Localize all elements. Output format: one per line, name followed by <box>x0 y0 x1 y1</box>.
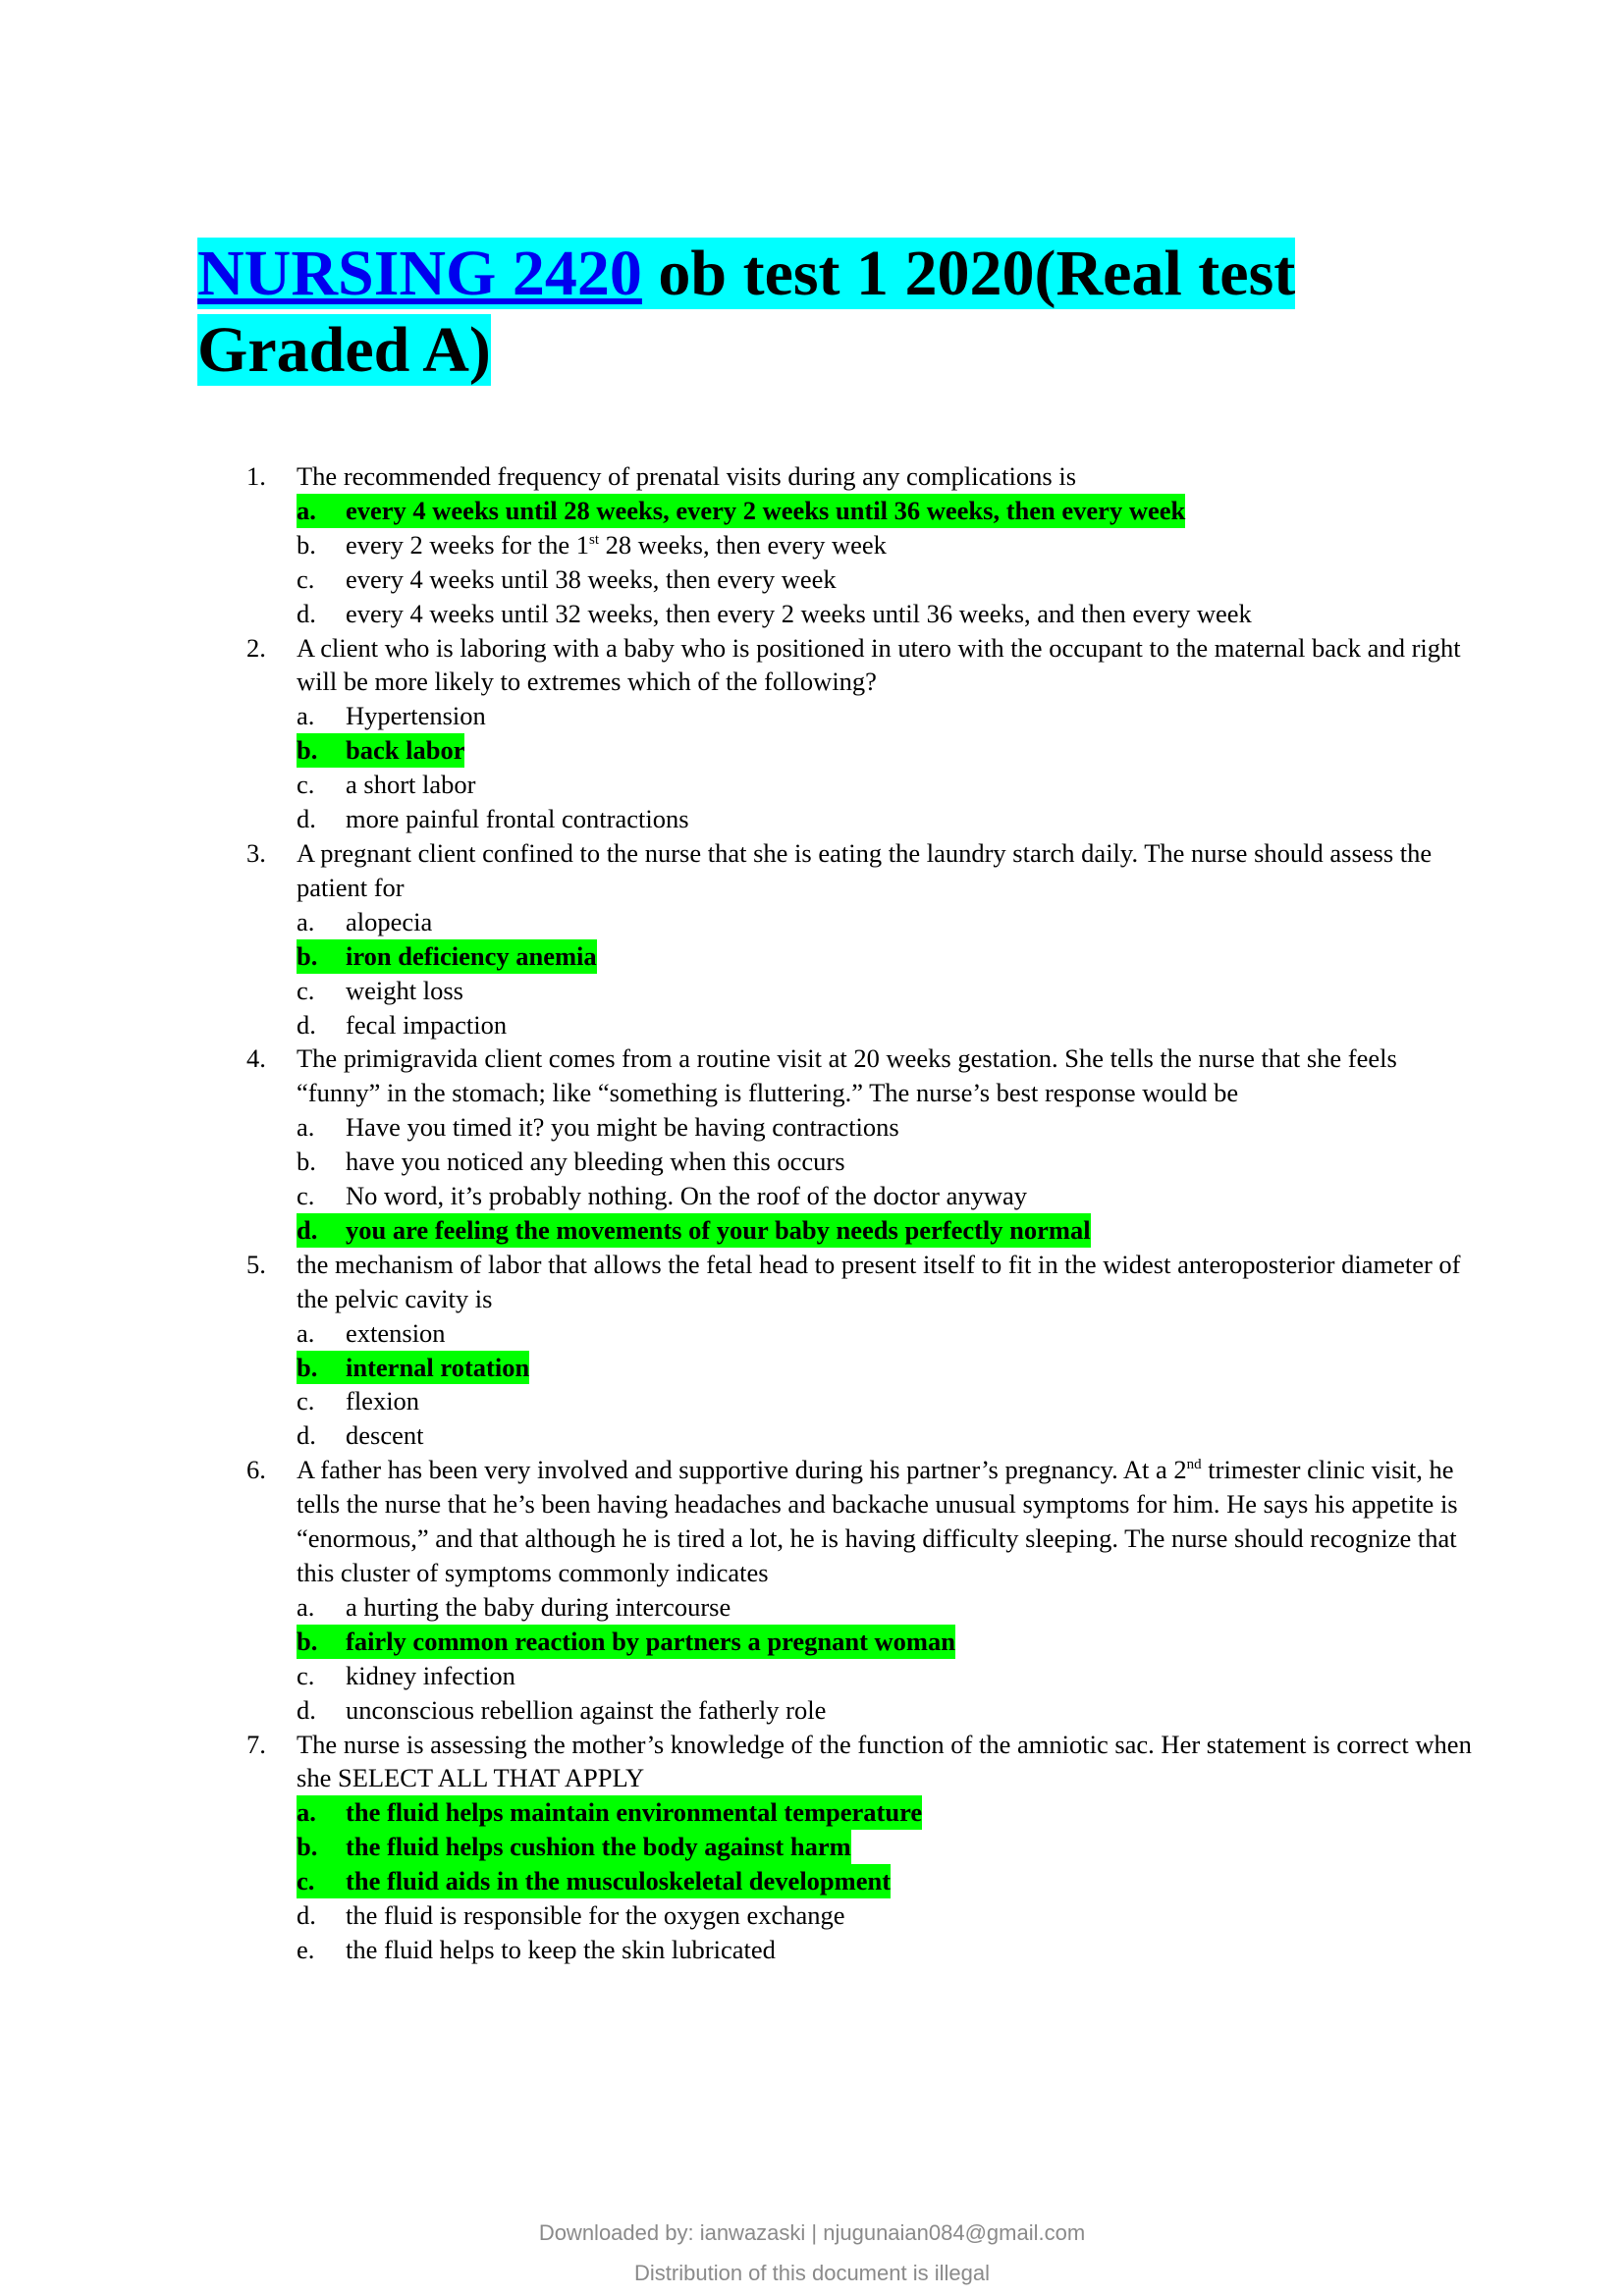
option-text: Have you timed it? you might be having contractions <box>346 1112 899 1143</box>
option-letter: b. <box>297 940 318 971</box>
option-letter: c. <box>297 1181 315 1211</box>
option-letter: b. <box>297 1352 318 1382</box>
question-number: 3. <box>246 837 266 868</box>
answer-option <box>297 1145 1484 1179</box>
option-text: flexion <box>346 1386 420 1416</box>
option-text: Hypertension <box>346 701 486 731</box>
option-text: have you noticed any bleeding when this occurs <box>346 1147 845 1177</box>
answer-option-correct <box>297 494 1484 528</box>
option-letter: b. <box>297 1147 316 1177</box>
question-text: the mechanism of labor that allows the fetal head to present itself to fit in the widest anteroposterior diameter of the pelvic cavity is <box>297 1249 1461 1313</box>
option-text: unconscious rebellion against the fatherly role <box>346 1694 827 1725</box>
question-6 <box>246 1453 1484 1590</box>
option-letter: a. <box>297 906 315 936</box>
ordinal-superscript: st <box>588 531 599 548</box>
option-letter: e. <box>297 1934 315 1964</box>
course-link[interactable]: NURSING 2420 <box>197 238 642 309</box>
question-text-continued: trimester clinic visit, he tells the nurse that he’s been having headaches and backache unusual symptoms for him. He says his appetite is “enormous,” and that although he is tired a lot, he is having difficulty sleeping. The nurse should recognize that this cluster of symptoms commonly indicates <box>297 1455 1458 1587</box>
answer-option <box>297 1590 1484 1625</box>
title-text-line1: ob test 1 2020(Real test <box>641 238 1296 309</box>
answer-option-correct <box>297 1830 1484 1864</box>
option-text: descent <box>346 1420 424 1451</box>
answer-option-correct <box>297 1213 1484 1248</box>
option-text: a short labor <box>346 770 476 800</box>
footer-notice: Distribution of this document is illegal <box>634 2261 990 2285</box>
answer-option <box>297 1898 1484 1933</box>
option-letter: d. <box>297 598 316 628</box>
option-text: kidney infection <box>346 1660 515 1690</box>
option-letter: a. <box>297 1112 315 1143</box>
option-text: fecal impaction <box>346 1009 508 1040</box>
option-text: iron deficiency anemia <box>346 940 597 971</box>
title-text-line2: Graded A) <box>197 314 491 386</box>
question-1 <box>246 459 1484 494</box>
answer-option-correct <box>297 1795 1484 1830</box>
option-letter: a. <box>297 701 315 731</box>
option-text: every 4 weeks until 32 weeks, then every 2 weeks until 36 weeks, and then every week <box>346 598 1252 628</box>
question-text: A pregnant client confined to the nurse that she is eating the laundry starch daily. The nurse should assess the patient for <box>297 837 1433 902</box>
answer-option <box>297 1933 1484 1967</box>
question-number: 2. <box>246 632 266 663</box>
answer-option-correct <box>297 1864 1484 1898</box>
answer-option <box>297 528 1484 562</box>
option-text: the fluid helps maintain environmental temperature <box>346 1797 923 1828</box>
question-text: The nurse is assessing the mother’s knowledge of the function of the amniotic sac. Her statement is correct when she SELECT ALL THAT APPLY <box>297 1729 1472 1793</box>
answer-option <box>297 1418 1484 1453</box>
answer-option <box>297 1693 1484 1728</box>
option-letter: a. <box>297 1797 316 1828</box>
question-3 <box>246 836 1484 905</box>
answer-option <box>297 1008 1484 1042</box>
option-letter: c. <box>297 1386 315 1416</box>
option-letter: d. <box>297 804 316 834</box>
question-number: 1. <box>246 461 266 491</box>
answer-option-correct <box>297 939 1484 974</box>
option-text-continued: 28 weeks, then every week <box>599 529 887 560</box>
answer-option <box>297 562 1484 597</box>
option-letter: a. <box>297 495 316 525</box>
option-letter: b. <box>297 1626 318 1656</box>
option-letter: d. <box>297 1900 316 1931</box>
question-number: 6. <box>246 1455 266 1485</box>
answer-option <box>297 1659 1484 1693</box>
ordinal-superscript: nd <box>1186 1457 1202 1473</box>
answer-option <box>297 1110 1484 1145</box>
question-4 <box>246 1041 1484 1110</box>
option-letter: d. <box>297 1009 316 1040</box>
question-number: 4. <box>246 1043 266 1074</box>
option-letter: b. <box>297 1832 318 1862</box>
question-2 <box>246 631 1484 700</box>
question-number: 5. <box>246 1249 266 1279</box>
option-letter: d. <box>297 1420 316 1451</box>
answer-option-correct <box>297 733 1484 768</box>
question-number: 7. <box>246 1729 266 1759</box>
option-letter: c. <box>297 770 315 800</box>
question-text: The primigravida client comes from a routine visit at 20 weeks gestation. She tells the nurse that she feels “funny” in the stomach; like “something is fluttering.” The nurse’s best response would be <box>297 1043 1397 1108</box>
question-7 <box>246 1728 1484 1796</box>
answer-option <box>297 1179 1484 1213</box>
footer-downloaded-by: Downloaded by: ianwazaski | njugunaian084@gmail.com <box>538 2220 1086 2245</box>
answer-option <box>297 699 1484 733</box>
option-text: extension <box>346 1317 446 1348</box>
answer-option-correct <box>297 1351 1484 1385</box>
answer-option <box>297 1316 1484 1351</box>
option-letter: c. <box>297 1660 315 1690</box>
answer-option <box>297 597 1484 631</box>
answer-option <box>297 1384 1484 1418</box>
option-letter: b. <box>297 529 316 560</box>
option-letter: a. <box>297 1591 315 1622</box>
option-text: internal rotation <box>346 1352 530 1382</box>
option-text: fairly common reaction by partners a pregnant woman <box>346 1626 955 1656</box>
option-text: the fluid helps to keep the skin lubricated <box>346 1934 776 1964</box>
option-letter: d. <box>297 1214 318 1245</box>
option-letter: c. <box>297 563 315 594</box>
option-text: weight loss <box>346 975 463 1005</box>
answer-option <box>297 974 1484 1008</box>
answer-option <box>297 802 1484 836</box>
option-text: every 2 weeks for the 1 <box>346 529 589 560</box>
answer-option-correct <box>297 1625 1484 1659</box>
option-letter: a. <box>297 1317 315 1348</box>
question-text: A client who is laboring with a baby who is positioned in utero with the occupant to the maternal back and right will be more likely to extremes which of the following? <box>297 632 1461 697</box>
option-text: alopecia <box>346 906 433 936</box>
option-text: every 4 weeks until 28 weeks, every 2 weeks until 36 weeks, then every week <box>346 495 1186 525</box>
option-text: the fluid helps cushion the body against harm <box>346 1832 851 1862</box>
option-text: the fluid aids in the musculoskeletal development <box>346 1866 892 1896</box>
option-text: the fluid is responsible for the oxygen exchange <box>346 1900 845 1931</box>
question-text: A father has been very involved and supportive during his partner’s pregnancy. At a 2 <box>297 1455 1187 1485</box>
option-text: every 4 weeks until 38 weeks, then every week <box>346 563 837 594</box>
option-text: more painful frontal contractions <box>346 804 689 834</box>
question-text: The recommended frequency of prenatal visits during any complications is <box>297 461 1077 491</box>
answer-option <box>297 905 1484 939</box>
option-letter: d. <box>297 1694 316 1725</box>
question-5 <box>246 1248 1484 1316</box>
question-list <box>246 459 1484 1967</box>
option-letter: b. <box>297 735 318 766</box>
option-text: No word, it’s probably nothing. On the roof of the doctor anyway <box>346 1181 1028 1211</box>
answer-option <box>297 768 1484 802</box>
option-text: a hurting the baby during intercourse <box>346 1591 731 1622</box>
document-title <box>197 236 1376 389</box>
option-text: back labor <box>346 735 465 766</box>
option-letter: c. <box>297 1866 315 1896</box>
option-letter: c. <box>297 975 315 1005</box>
option-text: you are feeling the movements of your baby needs perfectly normal <box>346 1214 1091 1245</box>
